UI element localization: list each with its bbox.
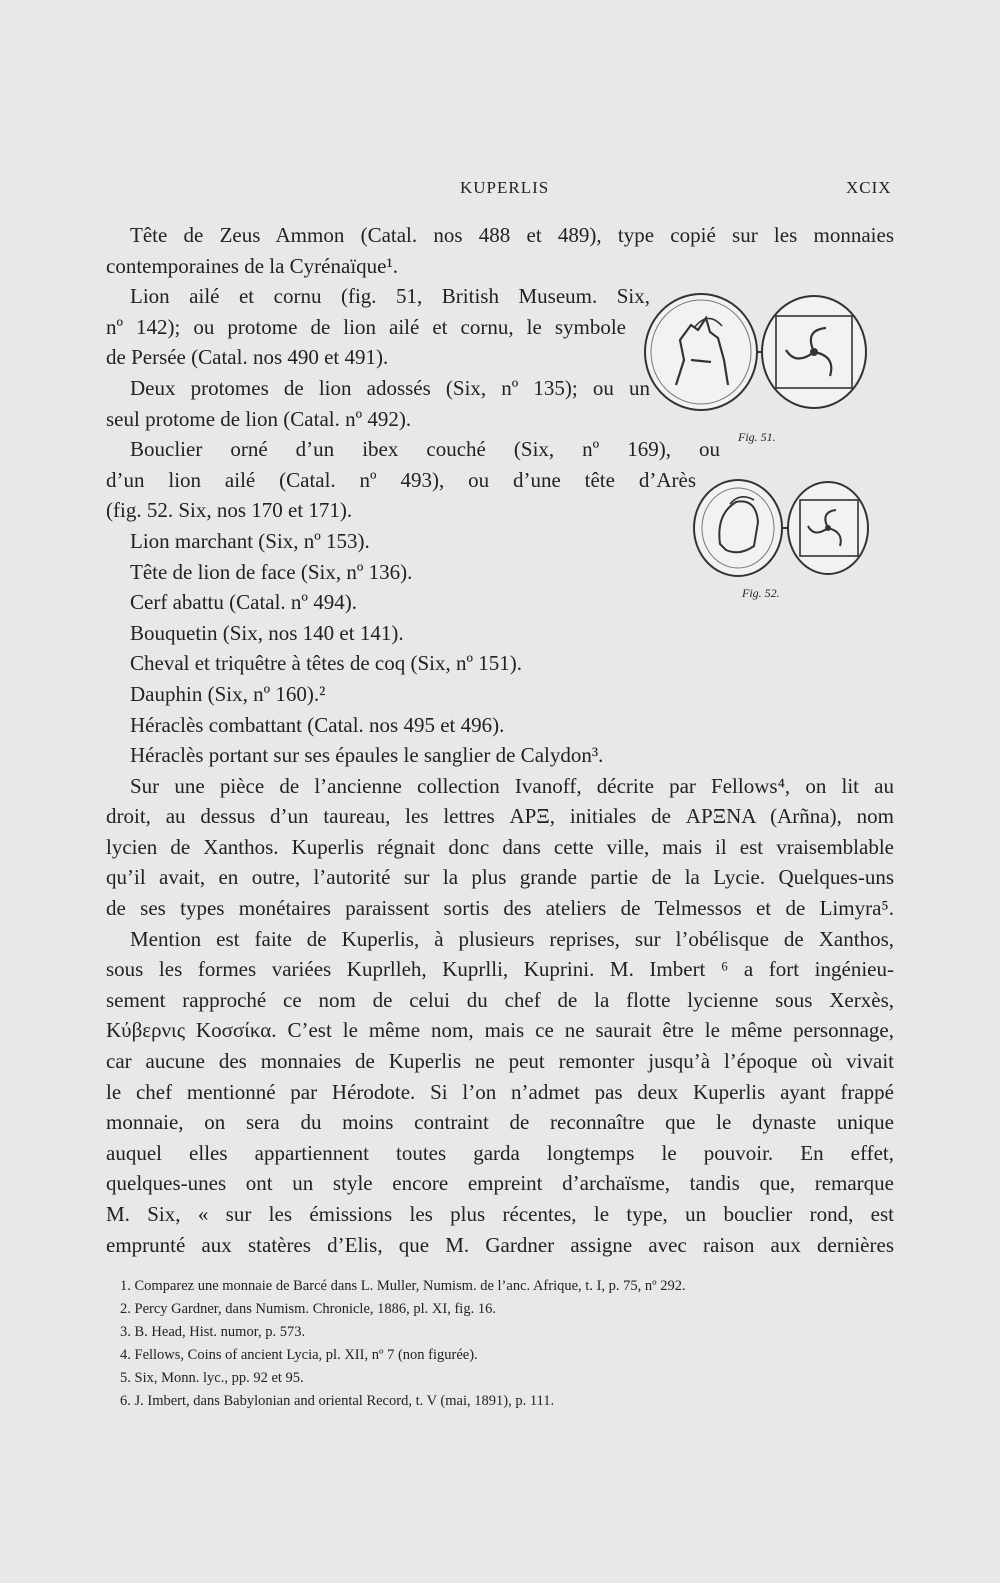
footnote: 2. Percy Gardner, dans Numism. Chronicle, 1886, pl. XI, fig. 16.	[120, 1301, 496, 1317]
text-line: Héraclès combattant (Catal. nos 495 et 496).	[130, 712, 505, 737]
coin-triskeles-icon	[762, 296, 866, 408]
text-line: sement rapproché ce nom de celui du chef de la flotte lycienne sous Xerxès,	[106, 987, 894, 1012]
text-line: lycien de Xanthos. Kuperlis régnait donc dans cette ville, mais il est vraisemblable	[106, 834, 894, 859]
text-line: Cerf abattu (Catal. nº 494).	[130, 590, 357, 615]
text-line: droit, au dessus d’un taureau, les lettres ΑΡΞ, initiales de ΑΡΞΝΑ (Arñna), nom	[106, 804, 894, 829]
text-line: Lion ailé et cornu (fig. 51, British Museum. Six,	[130, 284, 650, 309]
text-line: de ses types monétaires paraissent sortis des ateliers de Telmessos et de Limyra⁵.	[106, 896, 894, 921]
text-line: sous les formes variées Kuprlleh, Kuprlli, Kuprini. M. Imbert ⁶ a fort ingénieu-	[106, 957, 894, 982]
text-line: contemporaines de la Cyrénaïque¹.	[106, 253, 399, 278]
text-line: Bouclier orné d’un ibex couché (Six, nº 169), ou	[130, 437, 720, 462]
figure-51	[636, 290, 876, 440]
page-number: XCIX	[846, 178, 892, 197]
text-line: Κύβερνις Κοσσίκα. C’est le même nom, mais ce ne saurait être le même personnage,	[106, 1018, 894, 1043]
footnote: 1. Comparez une monnaie de Barcé dans L. Muller, Numism. de l’anc. Afrique, t. I, p. 75, nº 292.	[120, 1278, 686, 1294]
text-line: emprunté aux statères d’Elis, que M. Gardner assigne avec raison aux dernières	[106, 1232, 894, 1257]
text-line: Tête de Zeus Ammon (Catal. nos 488 et 489), type copié sur les monnaies	[130, 223, 894, 247]
figure-52	[690, 474, 880, 584]
text-line: monnaie, on sera du moins contraint de reconnaître que le dynaste unique	[106, 1110, 894, 1135]
text-line: qu’il avait, en outre, l’autorité sur la plus grande partie de la Lycie. Quelques-uns	[106, 865, 894, 890]
footnotes	[120, 1275, 880, 1413]
text-line: Deux protomes de lion adossés (Six, nº 135); ou un	[130, 375, 650, 400]
text-line: le chef mentionné par Hérodote. Si l’on n’admet pas deux Kuperlis ayant frappé	[106, 1079, 894, 1104]
text-line: Tête de lion de face (Six, nº 136).	[130, 559, 413, 584]
figure-51-caption: Fig. 51.	[738, 430, 776, 444]
text-line: Bouquetin (Six, nos 140 et 141).	[130, 620, 404, 645]
text-line: seul protome de lion (Catal. nº 492).	[106, 406, 412, 431]
figure-52-caption: Fig. 52.	[742, 586, 780, 600]
footnote: 4. Fellows, Coins of ancient Lycia, pl. XII, nº 7 (non figurée).	[120, 1347, 478, 1363]
running-head-title: KUPERLIS	[460, 178, 550, 197]
text-line: auquel elles appartiennent toutes garda longtemps le pouvoir. En effet,	[106, 1140, 894, 1165]
text-line: (fig. 52. Six, nos 170 et 171).	[106, 498, 353, 523]
text-line: d’un lion ailé (Catal. nº 493), ou d’une tête d’Arès	[106, 467, 696, 492]
text-line: Sur une pièce de l’ancienne collection Ivanoff, décrite par Fellows⁴, on lit au	[130, 773, 894, 798]
text-line: Héraclès portant sur ses épaules le sanglier de Calydon³.	[130, 743, 604, 768]
footnote: 3. B. Head, Hist. numor, p. 573.	[120, 1324, 306, 1340]
footnote: 6. J. Imbert, dans Babylonian and oriental Record, t. V (mai, 1891), p. 111.	[120, 1393, 555, 1409]
text-line: Dauphin (Six, nº 160).²	[130, 681, 326, 706]
text-line: car aucune des monnaies de Kuperlis ne peut remonter jusqu’à l’époque où vivait	[106, 1049, 894, 1074]
coin-triskeles-small-icon	[788, 482, 868, 574]
text-line: M. Six, « sur les émissions les plus récentes, le type, un bouclier rond, est	[106, 1202, 894, 1226]
text-line: nº 142); ou protome de lion ailé et cornu, le symbole	[106, 314, 626, 339]
footnote: 5. Six, Monn. lyc., pp. 92 et 95.	[120, 1370, 304, 1386]
text-line: Mention est faite de Kuperlis, à plusieurs reprises, sur l’obélisque de Xanthos,	[130, 926, 894, 951]
text-line: Cheval et triquêtre à têtes de coq (Six, nº 151).	[130, 651, 522, 676]
text-line: Lion marchant (Six, nº 153).	[130, 528, 370, 553]
coin-helmeted-head-icon	[694, 480, 782, 576]
text-line: quelques-unes ont un style encore empreint d’archaïsme, tandis que, remarque	[106, 1171, 894, 1196]
text-line: de Persée (Catal. nos 490 et 491).	[106, 345, 389, 370]
coin-winged-lion-icon	[645, 294, 757, 410]
